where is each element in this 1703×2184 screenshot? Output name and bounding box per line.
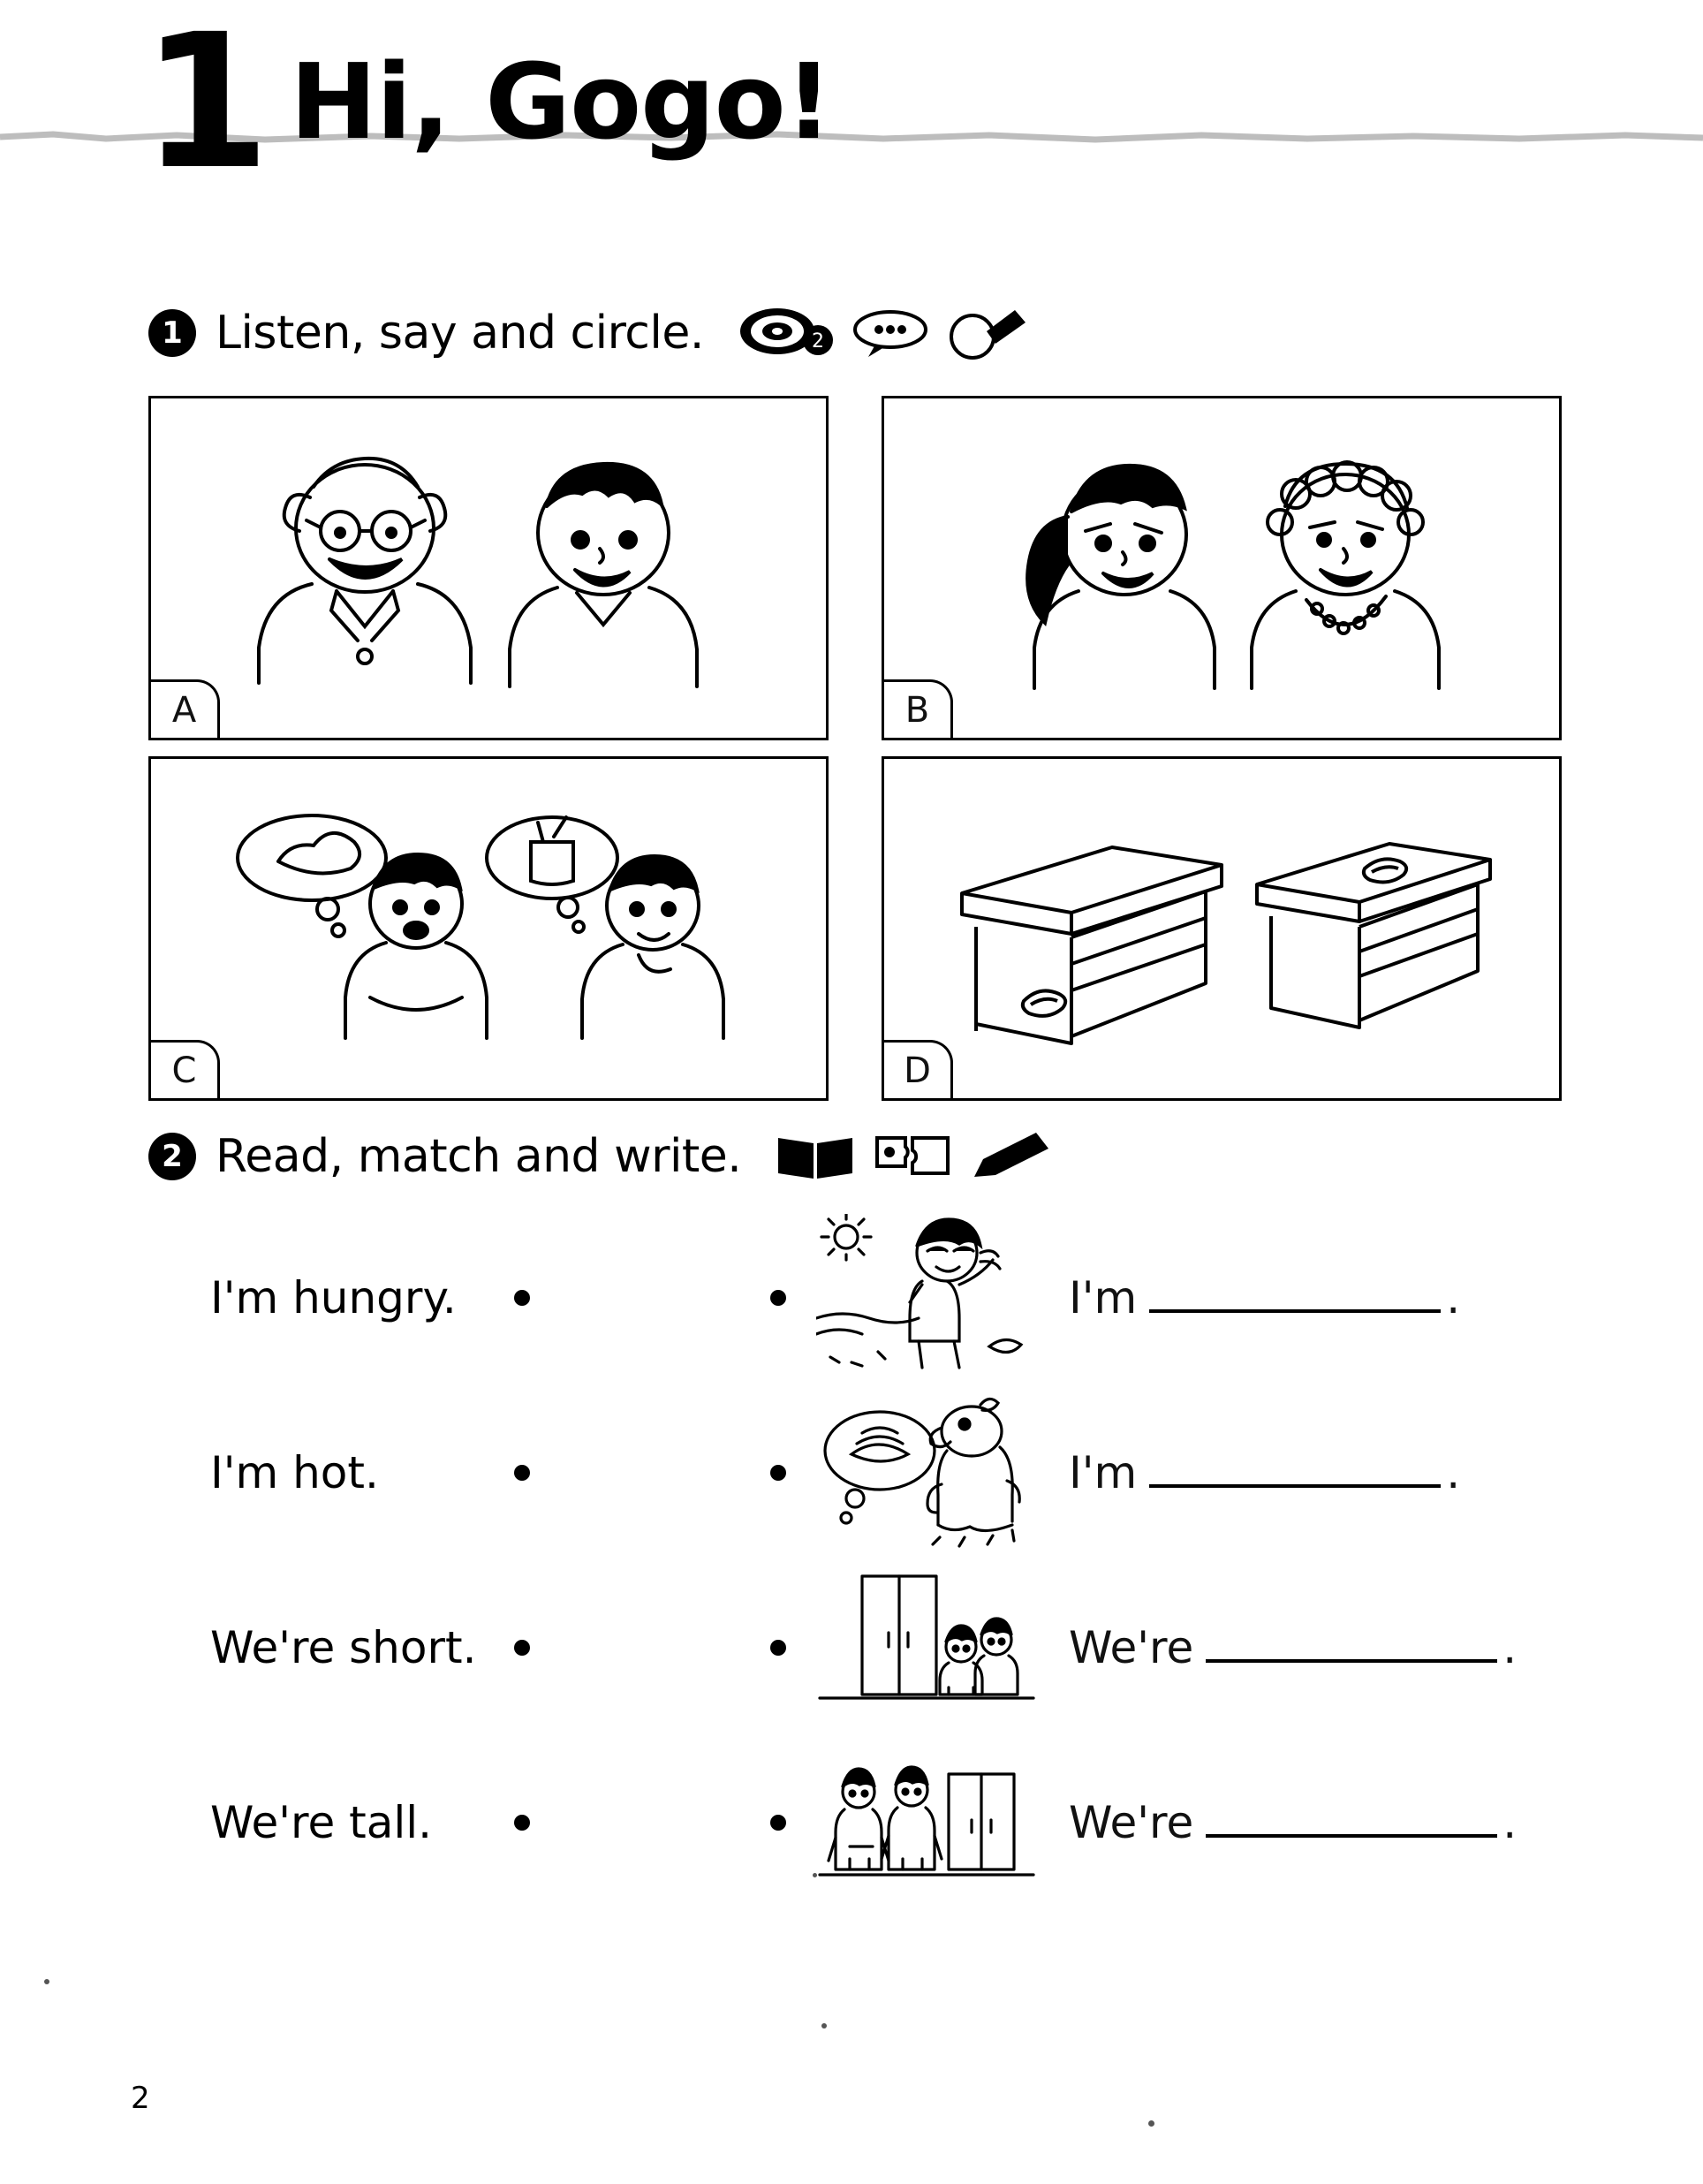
exercise-1-number: 1 — [148, 309, 196, 357]
match-dot-right[interactable] — [770, 1640, 786, 1656]
answer-blank[interactable] — [1149, 1484, 1441, 1488]
exercise-2-instruction: Read, match and write. — [216, 1130, 742, 1183]
answer-blank[interactable] — [1149, 1309, 1441, 1313]
exercise-1-picture-grid — [148, 396, 1562, 1103]
answer-field[interactable] — [1069, 1272, 1460, 1323]
puzzle-icon — [872, 1129, 953, 1184]
match-row — [148, 1735, 1597, 1910]
match-thumbnail — [816, 1739, 1037, 1907]
answer-suffix: . — [1446, 1272, 1461, 1323]
match-dot-right[interactable] — [770, 1290, 786, 1306]
exercise-1-heading — [148, 305, 1031, 361]
exercise-2-heading — [148, 1129, 1054, 1184]
match-dot-left[interactable] — [514, 1815, 530, 1831]
match-row — [148, 1210, 1597, 1385]
match-row — [148, 1560, 1597, 1735]
match-dot-right[interactable] — [770, 1815, 786, 1831]
page-number: 2 — [131, 2081, 150, 2116]
picture-d-label: D — [884, 1040, 953, 1098]
match-phrase: I'm hot. — [210, 1447, 379, 1498]
circle-pencil-icon — [946, 305, 1031, 361]
match-phrase: We're short. — [210, 1622, 477, 1673]
answer-prefix: I'm — [1069, 1272, 1138, 1323]
unit-title: Hi, Gogo! — [290, 41, 832, 163]
unit-header — [141, 0, 832, 210]
answer-suffix: . — [1446, 1447, 1461, 1498]
picture-c-label: C — [151, 1040, 220, 1098]
answer-field[interactable] — [1069, 1797, 1517, 1848]
picture-d-art — [884, 759, 1559, 1098]
match-thumbnail — [816, 1564, 1037, 1732]
print-speck — [821, 2023, 827, 2029]
exercise-2-number: 2 — [148, 1133, 196, 1180]
answer-field[interactable] — [1069, 1447, 1460, 1498]
match-dot-left[interactable] — [514, 1640, 530, 1656]
book-icon — [775, 1131, 856, 1182]
picture-a-label: A — [151, 679, 220, 738]
answer-field[interactable] — [1069, 1622, 1517, 1673]
picture-panel-c[interactable] — [148, 756, 829, 1101]
picture-a-art — [151, 398, 826, 738]
exercise-2-match-area — [148, 1210, 1597, 1910]
speech-bubble-icon — [851, 307, 930, 360]
picture-c-art — [151, 759, 826, 1098]
print-speck — [44, 1979, 49, 1984]
unit-number: 1 — [141, 0, 266, 210]
answer-prefix: We're — [1069, 1797, 1194, 1848]
match-dot-right[interactable] — [770, 1465, 786, 1481]
exercise-1-instruction: Listen, say and circle. — [216, 307, 704, 360]
answer-prefix: I'm — [1069, 1447, 1138, 1498]
exercise-2-icons — [775, 1129, 1054, 1184]
match-phrase: I'm hungry. — [210, 1272, 457, 1323]
match-thumbnail — [816, 1389, 1037, 1557]
answer-blank[interactable] — [1206, 1659, 1497, 1663]
match-thumbnail — [816, 1214, 1037, 1382]
match-phrase: We're tall. — [210, 1797, 433, 1848]
match-row — [148, 1385, 1597, 1560]
answer-suffix: . — [1502, 1622, 1518, 1673]
match-dot-left[interactable] — [514, 1465, 530, 1481]
pencil-icon — [969, 1129, 1054, 1184]
picture-b-art — [884, 398, 1559, 738]
picture-panel-a[interactable] — [148, 396, 829, 740]
svg-text:2: 2 — [811, 330, 824, 353]
picture-panel-d[interactable] — [882, 756, 1562, 1101]
answer-prefix: We're — [1069, 1622, 1194, 1673]
exercise-1-icons — [738, 305, 1031, 361]
cd-icon — [738, 305, 835, 361]
picture-b-label: B — [884, 679, 953, 738]
answer-suffix: . — [1502, 1797, 1518, 1848]
match-dot-left[interactable] — [514, 1290, 530, 1306]
print-speck — [1148, 2120, 1154, 2127]
answer-blank[interactable] — [1206, 1834, 1497, 1838]
picture-panel-b[interactable] — [882, 396, 1562, 740]
print-speck — [813, 1873, 817, 1877]
